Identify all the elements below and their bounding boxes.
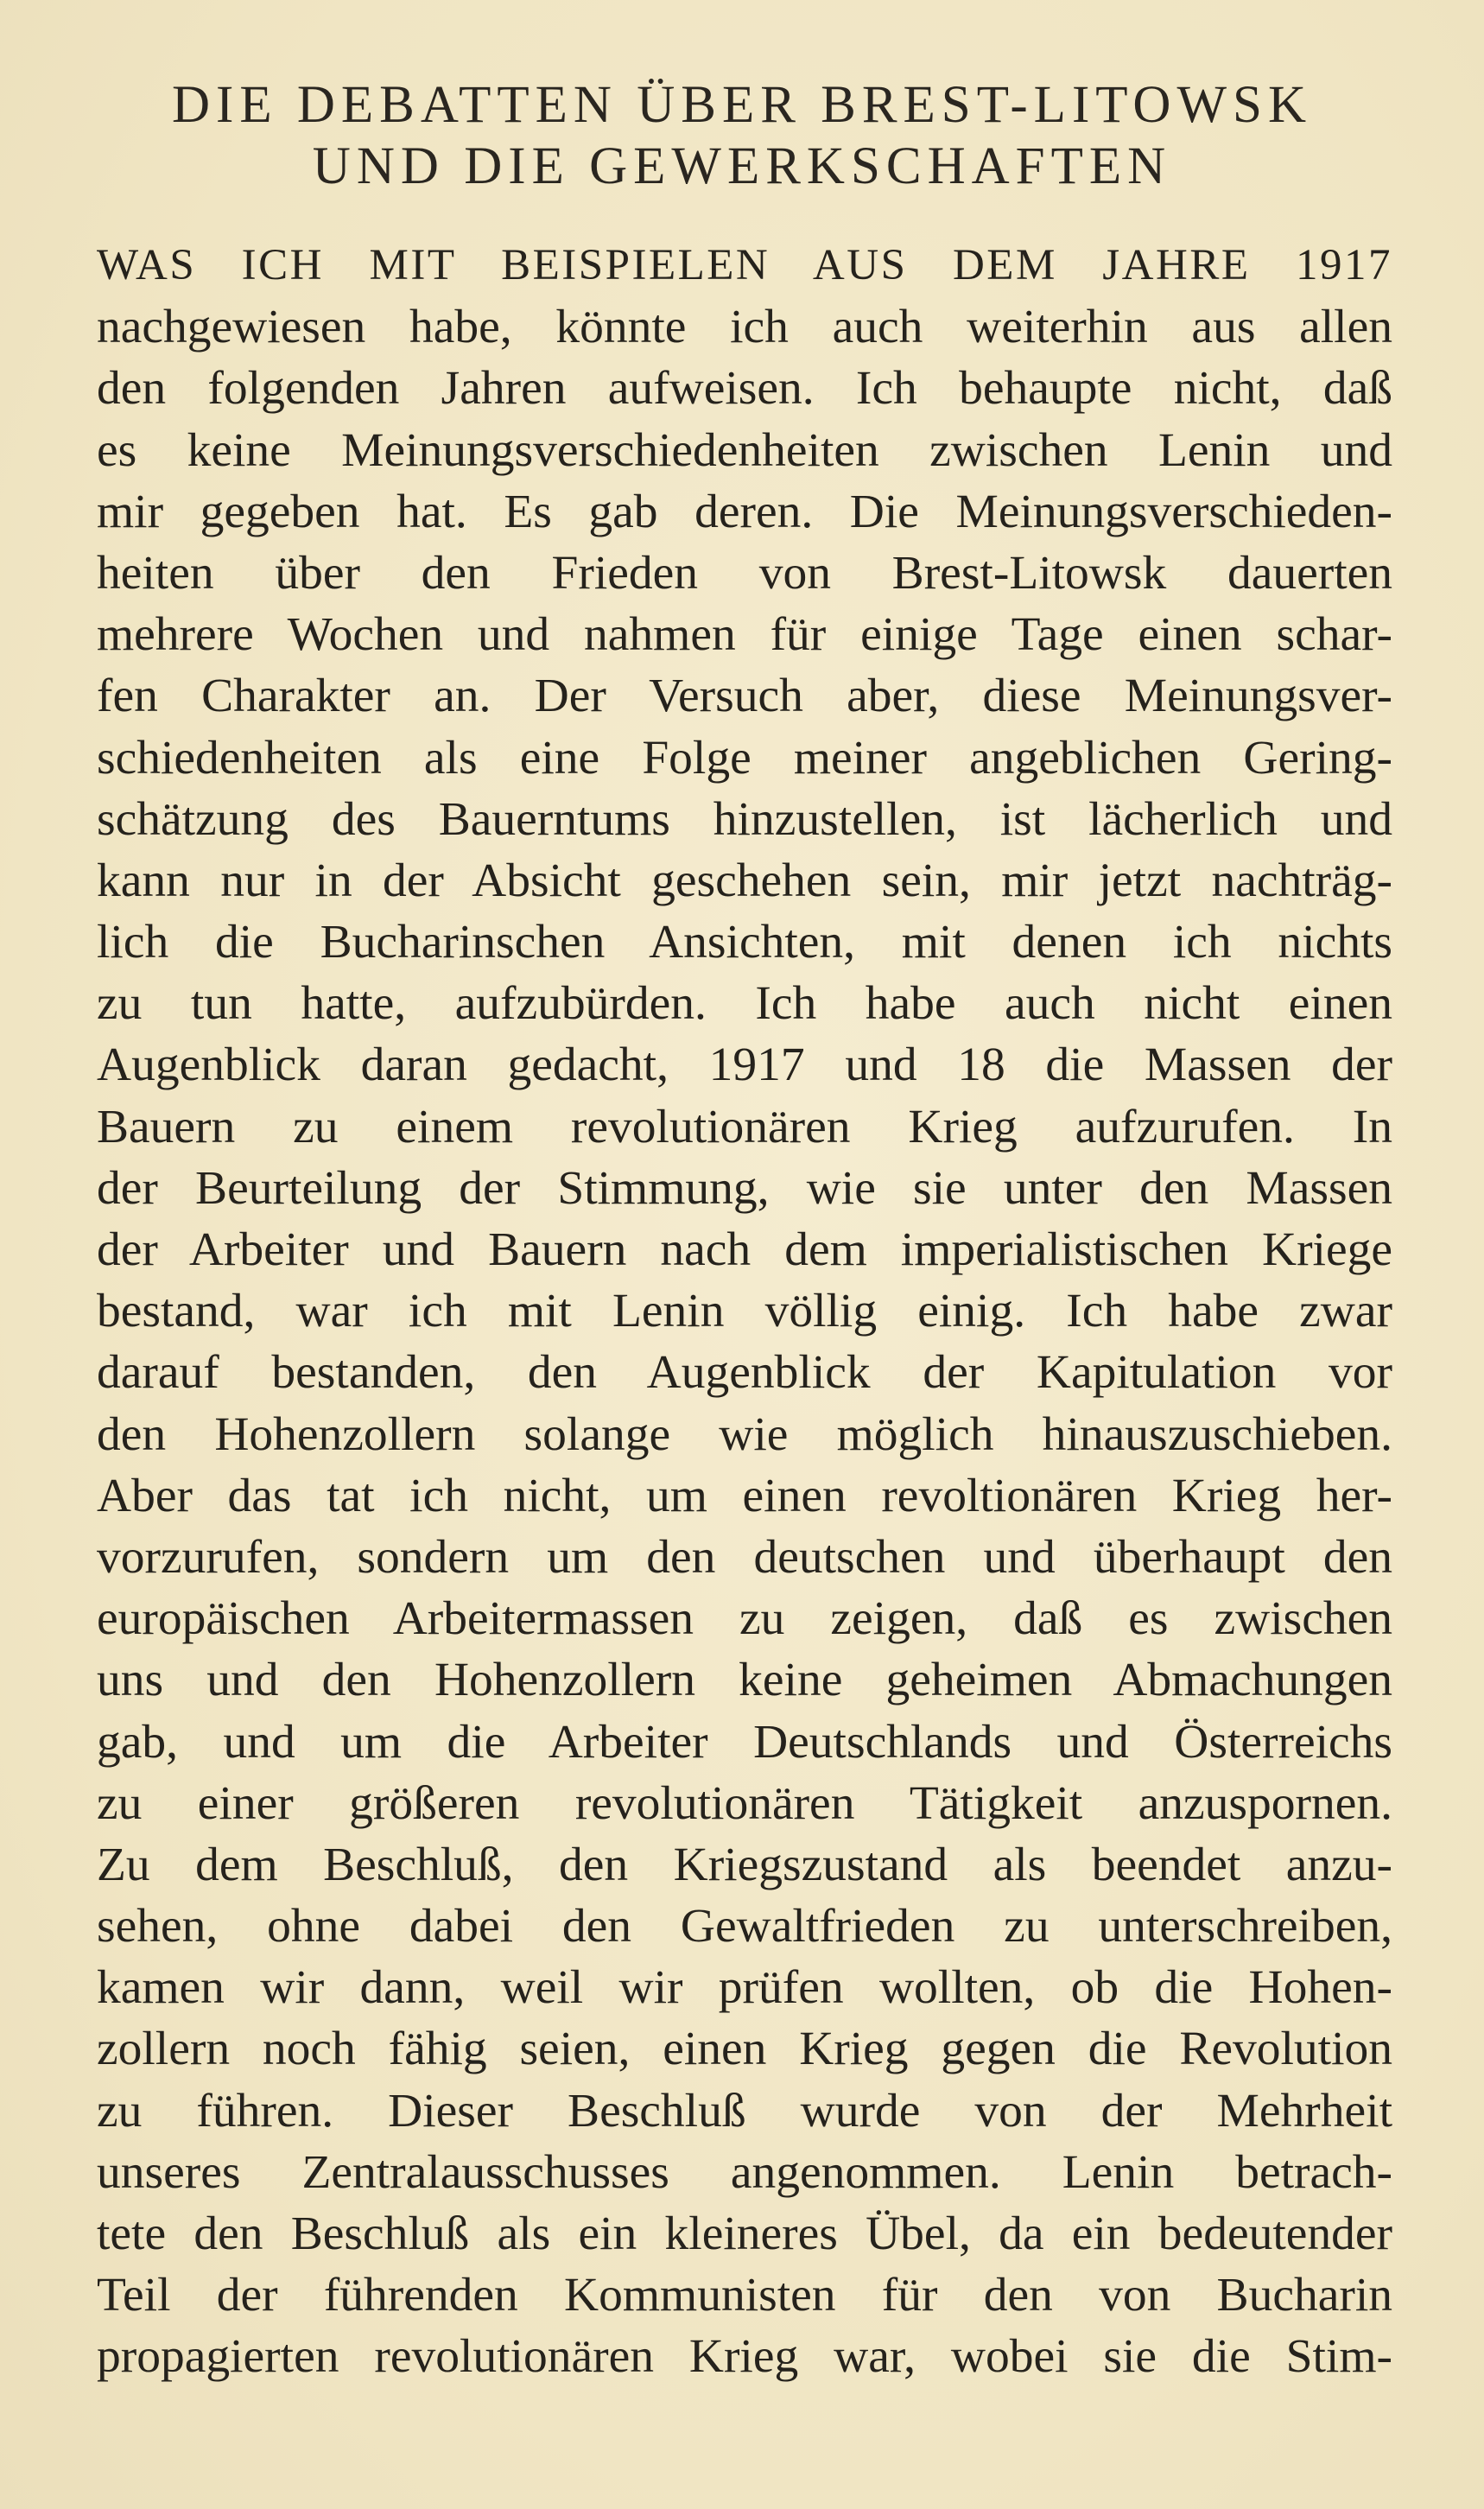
text-line: Augenblick daran gedacht, 1917 und 18 die Massen der [97, 1039, 1392, 1092]
text-line: heiten über den Frieden von Brest-Litowsk dauerten [97, 546, 1392, 600]
text-line: zu führen. Dieser Beschluß wurde von der Mehrheit [97, 2084, 1392, 2137]
text-line: Bauern zu einem revolutionären Krieg aufzurufen. In [97, 1100, 1392, 1153]
text-line: fen Charakter an. Der Versuch aber, diese Meinungsver- [97, 670, 1392, 723]
text-line: unseres Zentralausschusses angenommen. Lenin betrach- [97, 2145, 1392, 2199]
text-line: zu tun hatte, aufzubürden. Ich habe auch nicht einen [97, 977, 1392, 1031]
text-line: der Beurteilung der Stimmung, wie sie unter den Massen [97, 1161, 1392, 1215]
text-line: Aber das tat ich nicht, um einen revoltionären Krieg her- [97, 1469, 1392, 1522]
text-line: schätzung des Bauerntums hinzustellen, ist lächerlich und [97, 792, 1392, 846]
text-line: WAS ICH MIT BEISPIELEN AUS DEM JAHRE 1917 [97, 241, 1392, 289]
text-line: den Hohenzollern solange wie möglich hinauszuschieben. [97, 1407, 1392, 1461]
text-line: es keine Meinungsverschiedenheiten zwischen Lenin und [97, 423, 1392, 477]
text-line: vorzurufen, sondern um den deutschen und überhaupt den [97, 1530, 1392, 1584]
body-text [97, 235, 1392, 2388]
text-line: kann nur in der Absicht geschehen sein, mir jetzt nachträg- [97, 854, 1392, 907]
text-line: tete den Beschluß als ein kleineres Übel, da ein bedeutender [97, 2207, 1392, 2260]
text-line: Teil der führenden Kommunisten für den von Bucharin [97, 2269, 1392, 2322]
text-line: darauf bestanden, den Augenblick der Kapitulation vor [97, 1346, 1392, 1400]
text-line: sehen, ohne dabei den Gewaltfrieden zu unterschreiben, [97, 1900, 1392, 1953]
chapter-title-line-1: DIE DEBATTEN ÜBER BREST-LITOWSK [171, 76, 1313, 134]
text-line: propagierten revolutionären Krieg war, wobei sie die Stim- [97, 2330, 1392, 2384]
text-line: Zu dem Beschluß, den Kriegszustand als beendet anzu- [97, 1838, 1392, 1891]
text-line: mehrere Wochen und nahmen für einige Tage einen schar- [97, 608, 1392, 662]
text-line: gab, und um die Arbeiter Deutschlands und Österreichs [97, 1715, 1392, 1769]
text-line: den folgenden Jahren aufweisen. Ich behaupte nicht, daß [97, 362, 1392, 416]
text-line: zu einer größeren revolutionären Tätigkeit anzuspornen. [97, 1776, 1392, 1830]
text-line: schiedenheiten als eine Folge meiner angeblichen Gering- [97, 731, 1392, 784]
text-line: bestand, war ich mit Lenin völlig einig. Ich habe zwar [97, 1285, 1392, 1338]
text-line: zollern noch fähig seien, einen Krieg gegen die Revolution [97, 2023, 1392, 2076]
text-line: europäischen Arbeitermassen zu zeigen, daß es zwischen [97, 1592, 1392, 1646]
text-line: der Arbeiter und Bauern nach dem imperialistischen Kriege [97, 1223, 1392, 1276]
text-line: kamen wir dann, weil wir prüfen wollten, ob die Hohen- [97, 1961, 1392, 2015]
text-line: uns und den Hohenzollern keine geheimen Abmachungen [97, 1654, 1392, 1707]
text-line: mir gegeben hat. Es gab deren. Die Meinungsverschieden- [97, 485, 1392, 538]
text-line: lich die Bucharinschen Ansichten, mit denen ich nichts [97, 916, 1392, 969]
text-line: nachgewiesen habe, könnte ich auch weiterhin aus allen [97, 301, 1392, 354]
chapter-title-line-2: UND DIE GEWERKSCHAFTEN [312, 137, 1172, 195]
